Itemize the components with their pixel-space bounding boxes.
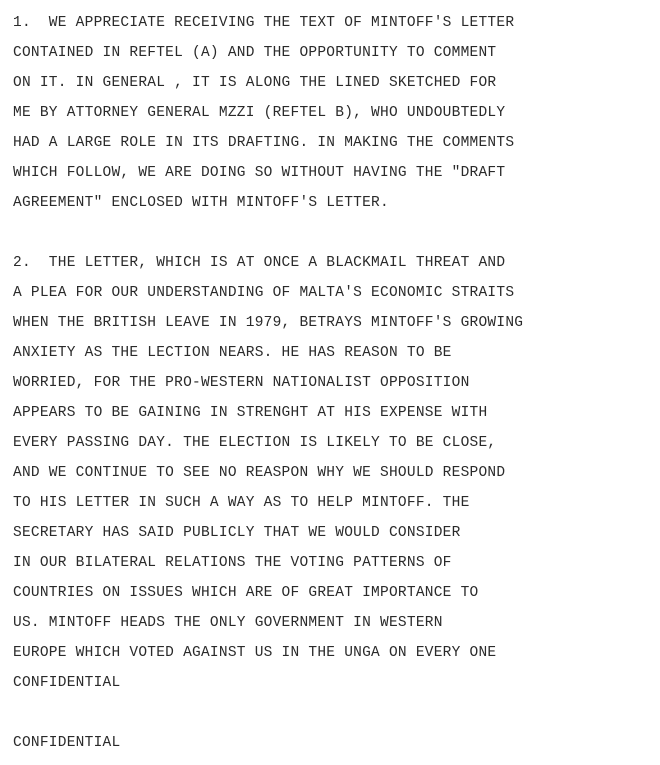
text-line: IN OUR BILATERAL RELATIONS THE VOTING PATTERNS OF xyxy=(13,555,452,571)
classification-footer: CONFIDENTIAL xyxy=(13,675,121,691)
text-line: TO HIS LETTER IN SUCH A WAY AS TO HELP MINTOFF. THE xyxy=(13,495,470,511)
text-line: ANXIETY AS THE LECTION NEARS. HE HAS REASON TO BE xyxy=(13,345,452,361)
text-line: WHICH FOLLOW, WE ARE DOING SO WITHOUT HAVING THE "DRAFT xyxy=(13,165,506,181)
text-line: 1. WE APPRECIATE RECEIVING THE TEXT OF MINTOFF'S LETTER xyxy=(13,15,515,31)
text-line: ME BY ATTORNEY GENERAL MZZI (REFTEL B), WHO UNDOUBTEDLY xyxy=(13,105,506,121)
text-line: AND WE CONTINUE TO SEE NO REASPON WHY WE SHOULD RESPOND xyxy=(13,465,506,481)
text-line: AGREEMENT" ENCLOSED WITH MINTOFF'S LETTER. xyxy=(13,195,389,211)
text-line: WHEN THE BRITISH LEAVE IN 1979, BETRAYS MINTOFF'S GROWING xyxy=(13,315,524,331)
text-line: CONTAINED IN REFTEL (A) AND THE OPPORTUNITY TO COMMENT xyxy=(13,45,497,61)
document-body xyxy=(13,8,653,758)
paragraph-2 xyxy=(13,248,653,668)
classification-header: CONFIDENTIAL xyxy=(13,735,121,751)
text-line: SECRETARY HAS SAID PUBLICLY THAT WE WOULD CONSIDER xyxy=(13,525,461,541)
text-line: EUROPE WHICH VOTED AGAINST US IN THE UNGA ON EVERY ONE xyxy=(13,645,497,661)
text-line: HAD A LARGE ROLE IN ITS DRAFTING. IN MAKING THE COMMENTS xyxy=(13,135,515,151)
text-line: ON IT. IN GENERAL , IT IS ALONG THE LINED SKETCHED FOR xyxy=(13,75,497,91)
text-line: EVERY PASSING DAY. THE ELECTION IS LIKELY TO BE CLOSE, xyxy=(13,435,497,451)
text-line: WORRIED, FOR THE PRO-WESTERN NATIONALIST OPPOSITION xyxy=(13,375,470,391)
page-break-spacer xyxy=(13,698,653,728)
text-line: COUNTRIES ON ISSUES WHICH ARE OF GREAT IMPORTANCE TO xyxy=(13,585,479,601)
text-line: 2. THE LETTER, WHICH IS AT ONCE A BLACKMAIL THREAT AND xyxy=(13,255,506,271)
paragraph-1 xyxy=(13,8,653,218)
text-line: APPEARS TO BE GAINING IN STRENGHT AT HIS EXPENSE WITH xyxy=(13,405,488,421)
paragraph-spacer xyxy=(13,218,653,248)
text-line: A PLEA FOR OUR UNDERSTANDING OF MALTA'S ECONOMIC STRAITS xyxy=(13,285,515,301)
text-line: US. MINTOFF HEADS THE ONLY GOVERNMENT IN WESTERN xyxy=(13,615,443,631)
